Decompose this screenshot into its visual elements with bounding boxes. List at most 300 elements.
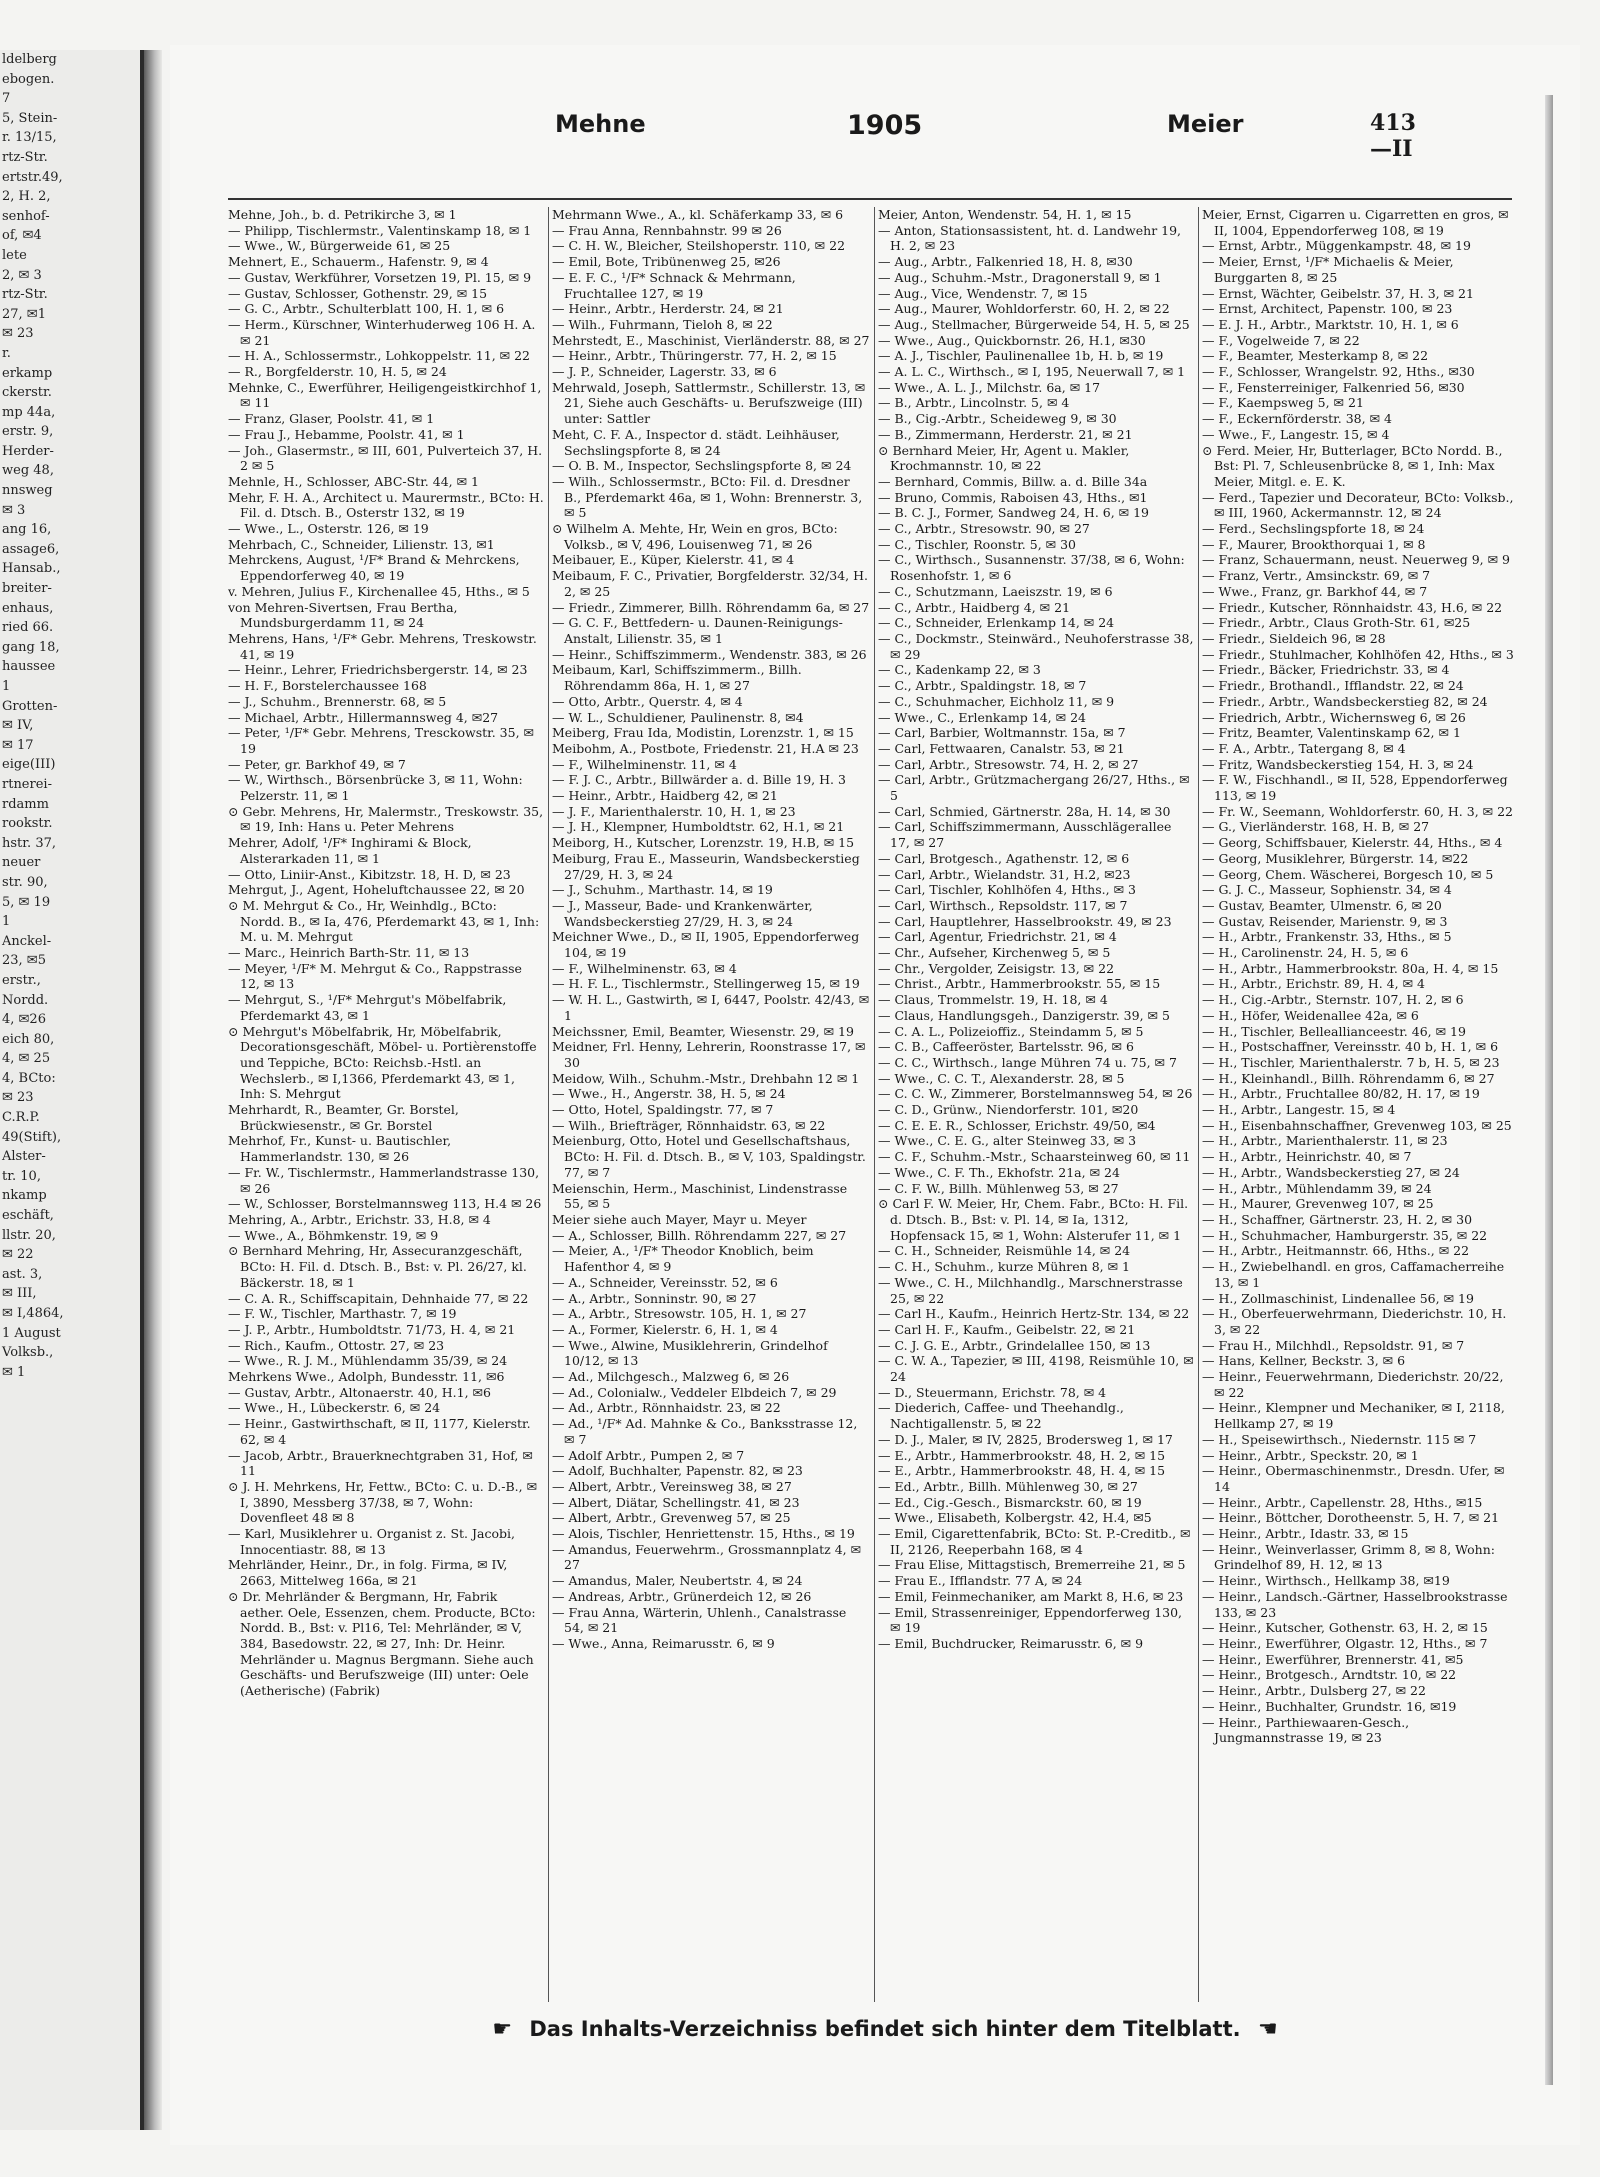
- directory-entry: — H., Tischler, Belleallianceestr. 46, ✉ 19: [1202, 1023, 1466, 1039]
- directory-entry: Mehrckens, August, ¹/F* Brand & Mehrckens, Eppendorferweg 40, ✉ 19: [228, 552, 520, 584]
- directory-entry: — A., Former, Kielerstr. 6, H. 1, ✉ 4: [552, 1321, 778, 1337]
- facing-page-line: rookstr.: [2, 816, 53, 832]
- facing-page-line: breiter-: [2, 581, 52, 597]
- directory-entry: — G. C., Arbtr., Schulterblatt 100, H. 1, ✉ 6: [228, 301, 505, 317]
- directory-entry: — J., Schuhm., Marthastr. 14, ✉ 19: [552, 882, 773, 898]
- directory-entry: — J. P., Schneider, Lagerstr. 33, ✉ 6: [552, 364, 777, 380]
- directory-entry: — A. L. C., Wirthsch., ✉ I, 195, Neuerwall 7, ✉ 1: [878, 364, 1186, 380]
- directory-entry: — Heinr., Ewerführer, Brennerstr. 41, ✉5: [1202, 1651, 1464, 1667]
- directory-entry: — B., Cig.-Arbtr., Scheideweg 9, ✉ 30: [878, 411, 1117, 427]
- facing-page-line: 1: [2, 679, 11, 694]
- directory-column-2: [552, 207, 870, 2002]
- facing-page-line: 7: [2, 91, 11, 107]
- directory-entry: — Rich., Kaufm., Ottostr. 27, ✉ 23: [228, 1337, 445, 1353]
- directory-entry: — B., Arbtr., Lincolnstr. 5, ✉ 4: [878, 395, 1070, 411]
- directory-entry: — Ernst, Wächter, Geibelstr. 37, H. 3, ✉ 21: [1202, 285, 1474, 301]
- directory-entry: Meienburg, Otto, Hotel und Gesellschaftshaus, BCto: H. Fil. d. Dtsch. B., ✉ V, 103, Spaldingstr. 77, ✉ 7: [552, 1133, 866, 1180]
- column-divider: [874, 207, 875, 2002]
- directory-entry: — H., Postschaffner, Vereinsstr. 40 b, H. 1, ✉ 6: [1202, 1039, 1499, 1055]
- directory-entry: — C. F., Schuhm.-Mstr., Schaarsteinweg 60, ✉ 11: [878, 1149, 1191, 1165]
- facing-page-line: ried 66.: [2, 620, 54, 636]
- directory-entry: — J. P., Arbtr., Humboldtstr. 71/73, H. 4, ✉ 21: [228, 1321, 516, 1337]
- directory-entry: — Albert, Diätar, Schellingstr. 41, ✉ 23: [552, 1494, 800, 1510]
- directory-entry: — H., Oberfeuerwehrmann, Diederichstr. 10, H. 3, ✉ 22: [1202, 1306, 1507, 1337]
- directory-entry: Mehrmann Wwe., A., kl. Schäferkamp 33, ✉ 6: [552, 207, 844, 222]
- directory-entry: — Wilh., Briefträger, Rönnhaidstr. 63, ✉ 22: [552, 1117, 826, 1133]
- directory-entry: — F., Eckernförderstr. 38, ✉ 4: [1202, 411, 1392, 427]
- directory-entry: — G. J. C., Masseur, Sophienstr. 34, ✉ 4: [1202, 882, 1452, 898]
- directory-entry: — Heinr., Wirthsch., Hellkamp 38, ✉19: [1202, 1573, 1450, 1589]
- directory-entry: Meibauer, E., Küper, Kielerstr. 41, ✉ 4: [552, 552, 795, 568]
- directory-entry: — C. H., Schuhm., kurze Mühren 8, ✉ 1: [878, 1259, 1131, 1275]
- directory-entry: — Heinr., Arbtr., Dulsberg 27, ✉ 22: [1202, 1683, 1426, 1699]
- directory-entry: — O. B. M., Inspector, Sechslingspforte 8, ✉ 24: [552, 458, 852, 474]
- directory-entry: ⊙ Gebr. Mehrens, Hr, Malermstr., Treskowstr. 35, ✉ 19, Inh: Hans u. Peter Mehrens: [228, 803, 544, 835]
- directory-entry: — Georg, Chem. Wäscherei, Borgesch 10, ✉ 5: [1202, 866, 1494, 882]
- directory-entry: — Marc., Heinrich Barth-Str. 11, ✉ 13: [228, 945, 470, 961]
- header-year: 1905: [847, 110, 923, 141]
- directory-entry: ⊙ Bernhard Meier, Hr, Agent u. Makler, Krochmannstr. 10, ✉ 22: [878, 442, 1130, 474]
- directory-entry: — Carl, Barbier, Woltmannstr. 15a, ✉ 7: [878, 725, 1126, 741]
- directory-entry: — D. J., Maler, ✉ IV, 2825, Brodersweg 1, ✉ 17: [878, 1431, 1173, 1447]
- directory-entry: — C., Wirthsch., Susannenstr. 37/38, ✉ 6, Wohn: Rosenhofstr. 1, ✉ 6: [878, 552, 1185, 584]
- directory-entry: — Georg, Musiklehrer, Bürgerstr. 14, ✉22: [1202, 850, 1469, 866]
- directory-entry: — C. C., Wirthsch., lange Mühren 74 u. 75, ✉ 7: [878, 1054, 1177, 1070]
- directory-entry: — C. A. L., Polizeioffiz., Steindamm 5, ✉ 5: [878, 1023, 1144, 1039]
- directory-entry: — Wwe., A. L. J., Milchstr. 6a, ✉ 17: [878, 379, 1101, 395]
- directory-entry: — J. H., Klempner, Humboldtstr. 62, H.1, ✉ 21: [552, 819, 845, 835]
- directory-entry: — Carl, Agentur, Friedrichstr. 21, ✉ 4: [878, 929, 1117, 945]
- directory-entry: — Franz, Glaser, Poolstr. 41, ✉ 1: [228, 411, 435, 427]
- directory-entry: — R., Borgfelderstr. 10, H. 5, ✉ 24: [228, 364, 447, 380]
- header-rule: [228, 198, 1512, 200]
- directory-entry: Mehrens, Hans, ¹/F* Gebr. Mehrens, Treskowstr. 41, ✉ 19: [228, 630, 537, 662]
- directory-entry: — C., Schneider, Erlenkamp 14, ✉ 24: [878, 615, 1115, 631]
- directory-entry: — Aug., Arbtr., Falkenried 18, H. 8, ✉30: [878, 254, 1133, 270]
- directory-entry: — Wwe., Alwine, Musiklehrerin, Grindelhof 10/12, ✉ 13: [552, 1337, 828, 1369]
- facing-page-line: nnsweg: [2, 483, 53, 499]
- directory-entry: — Heinr., Feuerwehrmann, Diederichstr. 20/22, ✉ 22: [1202, 1369, 1504, 1400]
- facing-page-line: Anckel-: [2, 933, 52, 949]
- directory-entry: — Heinr., Arbtr., Idastr. 33, ✉ 15: [1202, 1526, 1409, 1542]
- directory-entry: v. Mehren, Julius F., Kirchenallee 45, Hths., ✉ 5: [228, 583, 530, 599]
- directory-entry: — Heinr., Ewerführer, Olgastr. 12, Hths., ✉ 7: [1202, 1635, 1488, 1651]
- facing-page-line: ertstr.49,: [2, 169, 63, 185]
- directory-entry: — Heinr., Böttcher, Dorotheenstr. 5, H. 7, ✉ 21: [1202, 1510, 1500, 1526]
- directory-entry: — Albert, Arbtr., Vereinsweg 38, ✉ 27: [552, 1478, 792, 1494]
- directory-entry: — Heinr., Arbtr., Herderstr. 24, ✉ 21: [552, 301, 784, 317]
- facing-page-line: ✉ 17: [2, 737, 34, 753]
- facing-page-fragment: [0, 50, 144, 2130]
- directory-entry: — Heinr., Arbtr., Haidberg 42, ✉ 21: [552, 788, 778, 804]
- directory-entry: — Friedrich, Arbtr., Wichernsweg 6, ✉ 26: [1202, 709, 1466, 725]
- directory-entry: Meiburg, Frau E., Masseurin, Wandsbeckerstieg 27/29, H. 3, ✉ 24: [552, 850, 860, 882]
- directory-entry: — H., Arbtr., Wandsbeckerstieg 27, ✉ 24: [1202, 1164, 1460, 1180]
- directory-entry: — Herm., Kürschner, Winterhuderweg 106 H. A. ✉ 21: [228, 316, 536, 348]
- directory-entry: — Wilh., Fuhrmann, Tieloh 8, ✉ 22: [552, 316, 773, 332]
- facing-page-line: hstr. 37,: [2, 835, 56, 851]
- directory-entry: — F., Kaempsweg 5, ✉ 21: [1202, 395, 1364, 411]
- facing-page-line: erstr.,: [2, 972, 41, 988]
- directory-entry: — F. J. C., Arbtr., Billwärder a. d. Bille 19, H. 3: [552, 772, 846, 788]
- facing-page-line: Nordd.: [2, 992, 49, 1008]
- directory-entry: — A., Schlosser, Billh. Röhrendamm 227, ✉ 27: [552, 1227, 847, 1243]
- directory-entry: — H., Kleinhandl., Billh. Röhrendamm 6, ✉ 27: [1202, 1070, 1495, 1086]
- directory-entry: — Friedr., Brothandl., Ifflandstr. 22, ✉ 24: [1202, 678, 1464, 694]
- directory-entry: — C. H. W., Bleicher, Steilshoperstr. 110, ✉ 22: [552, 238, 846, 254]
- directory-entry: — H., Zwiebelhandl. en gros, Caffamacherreihe 13, ✉ 1: [1202, 1259, 1505, 1290]
- header-first-word: Mehne: [555, 110, 646, 138]
- directory-entry: — H., Schaffner, Gärtnerstr. 23, H. 2, ✉ 30: [1202, 1212, 1473, 1227]
- directory-entry: — Ernst, Arbtr., Müggenkampstr. 48, ✉ 19: [1202, 238, 1471, 254]
- running-header: [555, 110, 1416, 162]
- directory-entry: — Gustav, Reisender, Marienstr. 9, ✉ 3: [1202, 913, 1448, 929]
- facing-page-line: neuer: [2, 855, 41, 871]
- directory-entry: — Heinr., Klempner und Mechaniker, ✉ I, 2118, Hellkamp 27, ✉ 19: [1202, 1400, 1505, 1432]
- directory-entry: — W. L., Schuldiener, Paulinenstr. 8, ✉4: [552, 709, 804, 725]
- directory-entry: — Adolf Arbtr., Pumpen 2, ✉ 7: [552, 1447, 745, 1463]
- directory-entry: — F., Maurer, Brookthorquai 1, ✉ 8: [1202, 536, 1426, 552]
- directory-entry: — Wwe., H., Lübeckerstr. 6, ✉ 24: [228, 1400, 441, 1416]
- directory-entry: — Ed., Cig.-Gesch., Bismarckstr. 60, ✉ 19: [878, 1494, 1142, 1510]
- directory-entry: — H., Arbtr., Erichstr. 89, H. 4, ✉ 4: [1202, 976, 1425, 992]
- facing-page-line: of, ✉4: [2, 228, 42, 244]
- directory-entry: — Gustav, Arbtr., Altonaerstr. 40, H.1, ✉6: [228, 1384, 491, 1400]
- footer-text: Das Inhalts-Verzeichniss befindet sich hinter dem Titelblatt.: [529, 2017, 1241, 2041]
- facing-page-line: ckerstr.: [2, 385, 52, 401]
- directory-entry: — Emil, Feinmechaniker, am Markt 8, H.6, ✉ 23: [878, 1588, 1184, 1604]
- directory-entry: — Fr. W., Seemann, Wohldorferstr. 60, H. 3, ✉ 22: [1202, 803, 1514, 819]
- directory-entry: — H., Arbtr., Langestr. 15, ✉ 4: [1202, 1102, 1396, 1118]
- directory-entry: — C. E. E. R., Schlosser, Erichstr. 49/50, ✉4: [878, 1117, 1156, 1133]
- facing-page-line: rtnerei-: [2, 776, 52, 792]
- directory-entry: — Fr. W., Tischlermstr., Hammerlandstrasse 130, ✉ 26: [228, 1164, 540, 1196]
- directory-entry: — Claus, Trommelstr. 19, H. 18, ✉ 4: [878, 992, 1108, 1008]
- directory-entry: — H., Zollmaschinist, Lindenallee 56, ✉ 19: [1202, 1290, 1474, 1306]
- directory-entry: Meichssner, Emil, Beamter, Wiesenstr. 29, ✉ 19: [552, 1023, 854, 1039]
- directory-entry: Meibaum, Karl, Schiffszimmerm., Billh. Röhrendamm 86a, H. 1, ✉ 27: [552, 662, 802, 694]
- facing-page-line: 4, BCto:: [2, 1070, 56, 1086]
- directory-entry: — Heinr., Lehrer, Friedrichsbergerstr. 14, ✉ 23: [228, 662, 528, 678]
- directory-entry: — Franz, Vertr., Amsinckstr. 69, ✉ 7: [1202, 568, 1431, 584]
- directory-entry: Meht, C. F. A., Inspector d. städt. Leihhäuser, Sechslingspforte 8, ✉ 24: [552, 426, 840, 458]
- directory-entry: — Gustav, Schlosser, Gothenstr. 29, ✉ 15: [228, 285, 488, 301]
- directory-entry: — F. A., Arbtr., Tatergang 8, ✉ 4: [1202, 740, 1406, 756]
- directory-entry: — C. W. A., Tapezier, ✉ III, 4198, Reismühle 10, ✉ 24: [878, 1353, 1194, 1385]
- facing-page-line: Alster-: [2, 1149, 46, 1165]
- directory-entry: — Heinr., Arbtr., Thüringerstr. 77, H. 2, ✉ 15: [552, 348, 837, 364]
- facing-page-line: 4, ✉26: [2, 1012, 46, 1028]
- directory-entry: — Wwe., Elisabeth, Kolbergstr. 42, H.4, ✉5: [878, 1510, 1152, 1526]
- directory-entry: — W., Schlosser, Borstelmannsweg 113, H.4 ✉ 26: [228, 1196, 542, 1212]
- directory-entry: — Frau E., Ifflandstr. 77 A, ✉ 24: [878, 1573, 1083, 1589]
- directory-entry: — C., Kadenkamp 22, ✉ 3: [878, 662, 1041, 678]
- directory-entry: — Heinr., Buchhalter, Grundstr. 16, ✉19: [1202, 1698, 1457, 1714]
- directory-entry: ⊙ Dr. Mehrländer & Bergmann, Hr, Fabrik aether. Oele, Essenzen, chem. Producte, BCto: Nordd. B., Bst: v. Pl16, Tel: Mehrländer, ✉ V, 384, Basedowstr. 22, ✉ 27, Inh: Dr. Heinr. Mehrländer u. Magnus Bergmann. Siehe auch Geschäfts- und Berufszweige (III) unter: Oele (Aetherische) (Fabrik): [228, 1588, 536, 1699]
- directory-entry: — Wwe., C., Erlenkamp 14, ✉ 24: [878, 709, 1086, 725]
- directory-entry: — Heinr., Obermaschinenmstr., Dresdn. Ufer, ✉ 14: [1202, 1463, 1505, 1494]
- directory-entry: — Frau J., Hebamme, Poolstr. 41, ✉ 1: [228, 426, 465, 442]
- directory-entry: — C. H., Schneider, Reismühle 14, ✉ 24: [878, 1243, 1131, 1259]
- directory-entry: — Wwe., A., Böhmkenstr. 19, ✉ 9: [228, 1227, 439, 1243]
- directory-entry: — Albert, Arbtr., Grevenweg 57, ✉ 25: [552, 1510, 791, 1526]
- directory-entry: — Ad., Colonialw., Veddeler Elbdeich 7, ✉ 29: [552, 1384, 837, 1400]
- directory-entry: Meier, Anton, Wendenstr. 54, H. 1, ✉ 15: [878, 207, 1132, 222]
- directory-entry: — G., Vierländerstr. 168, H. B, ✉ 27: [1202, 819, 1430, 835]
- pointing-hand-left-icon: ☚: [1257, 2017, 1278, 2042]
- directory-entry: — H., Maurer, Grevenweg 107, ✉ 25: [1202, 1196, 1434, 1212]
- directory-entry: — C., Arbtr., Haidberg 4, ✉ 21: [878, 599, 1071, 615]
- directory-entry: — H. A., Schlossermstr., Lohkoppelstr. 11, ✉ 22: [228, 348, 530, 364]
- directory-entry: — Aug., Stellmacher, Bürgerweide 54, H. 5, ✉ 25: [878, 316, 1190, 332]
- pointing-hand-right-icon: ☛: [492, 2017, 513, 2042]
- directory-entry: — C. C. W., Zimmerer, Borstelmannsweg 54, ✉ 26: [878, 1086, 1193, 1102]
- facing-page-line: rdamm: [2, 796, 49, 812]
- facing-page-line: ang 16,: [2, 522, 52, 538]
- directory-entry: — Ad., ¹/F* Ad. Mahnke & Co., Banksstrasse 12, ✉ 7: [552, 1416, 858, 1447]
- facing-page-line: haussee: [2, 659, 56, 675]
- directory-entry: — E., Arbtr., Hammerbrookstr. 48, H. 2, ✉ 15: [878, 1447, 1166, 1463]
- facing-page-line: ldelberg: [2, 52, 57, 67]
- directory-entry: ⊙ M. Mehrgut & Co., Hr, Weinhdlg., BCto: Nordd. B., ✉ Ia, 476, Pferdemarkt 43, ✉ 1, Inh: M. u. M. Mehrgut: [228, 897, 540, 945]
- directory-entry: Mehr, F. H. A., Architect u. Maurermstr., BCto: H. Fil. d. Dtsch. B., Osterstr 132, ✉ 19: [228, 489, 544, 521]
- facing-page-line: llstr. 20,: [2, 1227, 56, 1243]
- directory-entry: — C. B., Caffeeröster, Bartelsstr. 96, ✉ 6: [878, 1039, 1134, 1055]
- facing-page-line: weg 48,: [2, 463, 54, 479]
- directory-entry: Mehrgut, J., Agent, Hoheluftchaussee 22, ✉ 20: [228, 882, 525, 898]
- directory-entry: — Ad., Arbtr., Rönnhaidstr. 23, ✉ 22: [552, 1400, 781, 1416]
- facing-page-line: erstr. 9,: [2, 424, 54, 440]
- directory-entry: — F., Vogelweide 7, ✉ 22: [1202, 332, 1360, 348]
- directory-entry: — Emil, Cigarettenfabrik, BCto: St. P.-Creditb., ✉ II, 2126, Reeperbahn 168, ✉ 4: [878, 1526, 1191, 1557]
- facing-page-line: 49(Stift),: [2, 1129, 62, 1145]
- directory-entry: — Wwe., C. E. G., alter Steinweg 33, ✉ 3: [878, 1133, 1137, 1149]
- facing-page-line: 1 August: [2, 1325, 61, 1341]
- directory-entry: — H. F. L., Tischlermstr., Stellingerweg 15, ✉ 19: [552, 976, 860, 992]
- directory-entry: — Michael, Arbtr., Hillermannsweg 4, ✉27: [228, 709, 499, 725]
- directory-entry: — Wwe., F., Langestr. 15, ✉ 4: [1202, 426, 1390, 442]
- directory-entry: — Carl, Hauptlehrer, Hasselbrookstr. 49, ✉ 23: [878, 913, 1172, 929]
- directory-entry: Mehrhof, Fr., Kunst- u. Bautischler, Hammerlandstr. 130, ✉ 26: [228, 1133, 452, 1165]
- directory-entry: — Wilh., Schlossermstr., BCto: Fil. d. Dresdner B., Pferdemarkt 46a, ✉ 1, Wohn: Brennerstr. 3, ✉ 5: [552, 473, 863, 521]
- directory-entry: — Ferd., Sechslingspforte 18, ✉ 24: [1202, 521, 1425, 537]
- directory-entry: — H., Cig.-Arbtr., Sternstr. 107, H. 2, ✉ 6: [1202, 992, 1464, 1008]
- directory-entry: — Otto, Hotel, Spaldingstr. 77, ✉ 7: [552, 1102, 774, 1118]
- directory-column-3: [878, 207, 1194, 2002]
- directory-entry: — Gustav, Werkführer, Vorsetzen 19, Pl. 15, ✉ 9: [228, 269, 532, 285]
- facing-page-line: eschäft,: [2, 1208, 54, 1224]
- directory-entry: — Anton, Stationsassistent, ht. d. Landwehr 19, H. 2, ✉ 23: [878, 222, 1182, 254]
- facing-page-line: rtz-Str.: [2, 287, 48, 303]
- directory-entry: — Friedr., Stuhlmacher, Kohlhöfen 42, Hths., ✉ 3: [1202, 646, 1514, 662]
- directory-entry: — Otto, Arbtr., Querstr. 4, ✉ 4: [552, 693, 743, 709]
- directory-entry: — Emil, Buchdrucker, Reimarusstr. 6, ✉ 9: [878, 1635, 1144, 1651]
- directory-entry: — Chr., Vergolder, Zeisigstr. 13, ✉ 22: [878, 960, 1115, 976]
- page-edge: [1545, 95, 1553, 2085]
- directory-entry: — F., Beamter, Mesterkamp 8, ✉ 22: [1202, 348, 1429, 364]
- directory-entry: — Claus, Handlungsgeh., Danzigerstr. 39, ✉ 5: [878, 1007, 1170, 1023]
- directory-entry: Mehne, Joh., b. d. Petrikirche 3, ✉ 1: [228, 207, 457, 222]
- directory-entry: — C., Arbtr., Spaldingstr. 18, ✉ 7: [878, 678, 1087, 694]
- directory-entry: — Karl, Musiklehrer u. Organist z. St. Jacobi, Innocentiastr. 88, ✉ 13: [228, 1526, 515, 1557]
- directory-entry: — Alois, Tischler, Henriettenstr. 15, Hths., ✉ 19: [552, 1526, 855, 1542]
- directory-entry: — B. C. J., Former, Sandweg 24, H. 6, ✉ 19: [878, 505, 1150, 521]
- column-divider: [1198, 207, 1199, 2002]
- directory-entry: Mehnle, H., Schlosser, ABC-Str. 44, ✉ 1: [228, 473, 479, 489]
- facing-page-line: r. 13/15,: [2, 130, 57, 146]
- facing-page-line: ebogen.: [2, 71, 55, 87]
- directory-entry: — Aug., Vice, Wendenstr. 7, ✉ 15: [878, 285, 1088, 301]
- directory-entry: — H., Arbtr., Marienthalerstr. 11, ✉ 23: [1202, 1133, 1448, 1149]
- directory-entry: — Heinr., Kutscher, Gothenstr. 63, H. 2, ✉ 15: [1202, 1620, 1488, 1636]
- directory-entry: — Amandus, Feuerwehrm., Grossmannplatz 4, ✉ 27: [552, 1541, 862, 1573]
- directory-entry: — Chr., Aufseher, Kirchenweg 5, ✉ 5: [878, 945, 1111, 961]
- directory-entry: — Amandus, Maler, Neubertstr. 4, ✉ 24: [552, 1573, 803, 1589]
- directory-entry: — H., Höfer, Weidenallee 42a, ✉ 6: [1202, 1007, 1419, 1023]
- directory-entry: ⊙ J. H. Mehrkens, Hr, Fettw., BCto: C. u. D.-B., ✉ I, 3890, Messberg 37/38, ✉ 7, Wohn: Dovenfleet 48 ✉ 8: [228, 1478, 538, 1526]
- directory-entry: Mehrer, Adolf, ¹/F* Inghirami & Block, Alsterarkaden 11, ✉ 1: [228, 835, 472, 866]
- directory-entry: — W., Wirthsch., Börsenbrücke 3, ✉ 11, Wohn: Pelzerstr. 11, ✉ 1: [228, 772, 523, 804]
- directory-entry: — Wwe., Anna, Reimarusstr. 6, ✉ 9: [552, 1635, 775, 1651]
- facing-page-line: ✉ IV,: [2, 718, 34, 734]
- facing-page-line: senhof-: [2, 208, 50, 224]
- directory-entry: — Wwe., Aug., Quickbornstr. 26, H.1, ✉30: [878, 332, 1146, 348]
- directory-entry: Mehnert, E., Schauerm., Hafenstr. 9, ✉ 4: [228, 254, 489, 270]
- directory-entry: — Bruno, Commis, Raboisen 43, Hths., ✉1: [878, 489, 1148, 505]
- directory-entry: — Bernhard, Commis, Billw. a. d. Bille 34a: [878, 473, 1148, 489]
- directory-entry: — Gustav, Beamter, Ulmenstr. 6, ✉ 20: [1202, 897, 1442, 913]
- book-gutter: [144, 50, 162, 2130]
- directory-entry: — C. J. G. E., Arbtr., Grindelallee 150, ✉ 13: [878, 1337, 1151, 1353]
- directory-column-1: [228, 207, 544, 2002]
- directory-entry: — H., Arbtr., Fruchtallee 80/82, H. 17, ✉ 19: [1202, 1086, 1480, 1102]
- directory-entry: — Peter, ¹/F* Gebr. Mehrens, Tresckowstr. 35, ✉ 19: [228, 725, 535, 756]
- directory-entry: — Wwe., H., Angerstr. 38, H. 5, ✉ 24: [552, 1086, 786, 1102]
- directory-entry: — Emil, Bote, Tribünenweg 25, ✉26: [552, 254, 781, 270]
- facing-page-line: erkamp: [2, 365, 53, 381]
- directory-entry: — Diederich, Caffee- und Theehandlg., Nachtigallenstr. 5, ✉ 22: [878, 1400, 1124, 1432]
- directory-entry: — Friedr., Sieldeich 96, ✉ 28: [1202, 630, 1386, 646]
- directory-entry: — Carl, Tischler, Kohlhöfen 4, Hths., ✉ 3: [878, 882, 1136, 898]
- directory-entry: — Wwe., C. F. Th., Ekhofstr. 21a, ✉ 24: [878, 1164, 1120, 1180]
- directory-entry: — H., Carolinenstr. 24, H. 5, ✉ 6: [1202, 945, 1409, 961]
- facing-page-line: ✉ III,: [2, 1286, 37, 1302]
- directory-entry: — Fritz, Wandsbeckerstieg 154, H. 3, ✉ 24: [1202, 756, 1474, 772]
- facing-page-line: gang 18,: [2, 639, 60, 655]
- directory-entry: — J., Masseur, Bade- und Krankenwärter, Wandsbeckerstieg 27/29, H. 3, ✉ 24: [552, 897, 813, 929]
- directory-entry: — Heinr., Schiffszimmerm., Wendenstr. 383, ✉ 26: [552, 646, 867, 662]
- directory-entry: — Andreas, Arbtr., Grünerdeich 12, ✉ 26: [552, 1588, 812, 1604]
- directory-entry: — Frau Elise, Mittagstisch, Bremerreihe 21, ✉ 5: [878, 1557, 1186, 1573]
- facing-page-line: Hansab.,: [2, 561, 61, 577]
- directory-entry: — Wwe., W., Bürgerweide 61, ✉ 25: [228, 238, 451, 254]
- directory-entry: Meichner Wwe., D., ✉ II, 1905, Eppendorferweg 104, ✉ 19: [552, 929, 860, 961]
- directory-entry: — A., Arbtr., Sonninstr. 90, ✉ 27: [552, 1290, 757, 1306]
- directory-entry: Mehnke, C., Ewerführer, Heiligengeistkirchhof 1, ✉ 11: [228, 379, 542, 411]
- directory-entry: Meiberg, Frau Ida, Modistin, Lorenzstr. 1, ✉ 15: [552, 725, 854, 741]
- directory-entry: — Frau Anna, Rennbahnstr. 99 ✉ 26: [552, 222, 782, 238]
- facing-page-line: ✉ 3: [2, 502, 26, 518]
- directory-entry: — Meier, A., ¹/F* Theodor Knoblich, beim Hafenthor 4, ✉ 9: [552, 1243, 814, 1275]
- directory-entry: — Wwe., R. J. M., Mühlendamm 35/39, ✉ 24: [228, 1353, 508, 1369]
- directory-entry: — A., Arbtr., Stresowstr. 105, H. 1, ✉ 27: [552, 1306, 807, 1322]
- directory-entry: — Carl, Schmied, Gärtnerstr. 28a, H. 14, ✉ 30: [878, 803, 1171, 819]
- directory-entry: — H., Eisenbahnschaffner, Grevenweg 103, ✉ 25: [1202, 1117, 1512, 1133]
- directory-entry: — Carl H. F., Kaufm., Geibelstr. 22, ✉ 21: [878, 1321, 1136, 1337]
- directory-entry: — C. D., Grünw., Niendorferstr. 101, ✉20: [878, 1102, 1139, 1118]
- directory-entry: Meier, Ernst, Cigarren u. Cigarretten en gros, ✉ II, 1004, Eppendorferweg 108, ✉ 19: [1202, 207, 1509, 238]
- facing-page-line: ✉ I,4864,: [2, 1306, 64, 1321]
- directory-entry: — Carl, Fettwaaren, Canalstr. 53, ✉ 21: [878, 740, 1125, 756]
- facing-page-line: ast. 3,: [2, 1266, 43, 1282]
- facing-page-line: 4, ✉ 25: [2, 1051, 51, 1067]
- facing-page-line: tr. 10,: [2, 1168, 41, 1184]
- directory-entry: — Ed., Arbtr., Billh. Mühlenweg 30, ✉ 27: [878, 1478, 1138, 1494]
- directory-entry: — Philipp, Tischlermstr., Valentinskamp 18, ✉ 1: [228, 222, 532, 238]
- directory-entry: — H., Schuhmacher, Hamburgerstr. 35, ✉ 22: [1202, 1227, 1488, 1243]
- facing-page-line: lete: [2, 247, 27, 263]
- directory-entry: — Joh., Glasermstr., ✉ III, 601, Pulverteich 37, H. 2 ✉ 5: [228, 442, 543, 474]
- directory-entry: — Ad., Milchgesch., Malzweg 6, ✉ 26: [552, 1369, 790, 1385]
- directory-entry: — J. F., Marienthalerstr. 10, H. 1, ✉ 23: [552, 803, 796, 819]
- facing-page-line: Volksb.,: [2, 1345, 54, 1361]
- facing-page-line: Grotten-: [2, 698, 58, 714]
- facing-page-line: ✉ 1: [2, 1364, 26, 1380]
- directory-entry: — Fritz, Beamter, Valentinskamp 62, ✉ 1: [1202, 725, 1461, 741]
- directory-entry: — Christ., Arbtr., Hammerbrookstr. 55, ✉ 15: [878, 976, 1161, 992]
- directory-entry: — Carl, Arbtr., Grützmachergang 26/27, Hths., ✉ 5: [878, 772, 1190, 804]
- directory-entry: Mehrkens Wwe., Adolph, Bundesstr. 11, ✉6: [228, 1369, 505, 1385]
- directory-entry: — B., Zimmermann, Herderstr. 21, ✉ 21: [878, 426, 1133, 442]
- directory-entry: — C. A. R., Schiffscapitain, Dehnhaide 77, ✉ 22: [228, 1290, 529, 1306]
- directory-entry: — C. F. W., Billh. Mühlenweg 53, ✉ 27: [878, 1180, 1119, 1196]
- directory-entry: — Heinr., Gastwirthschaft, ✉ II, 1177, Kielerstr. 62, ✉ 4: [228, 1416, 531, 1447]
- facing-page-line: 2, ✉ 3: [2, 267, 42, 283]
- facing-page-line: rtz-Str.: [2, 149, 48, 165]
- directory-entry: — Heinr., Arbtr., Speckstr. 20, ✉ 1: [1202, 1447, 1419, 1463]
- page-number: 413—II: [1370, 110, 1416, 162]
- directory-entry: — F., Fensterreiniger, Falkenried 56, ✉30: [1202, 379, 1465, 395]
- directory-entry: — H. F., Borstelerchaussee 168: [228, 678, 427, 694]
- directory-entry: — C., Schuhmacher, Eichholz 11, ✉ 9: [878, 693, 1115, 709]
- facing-page-line: Herder-: [2, 443, 54, 459]
- facing-page-line: eige(III): [2, 757, 56, 773]
- facing-page-line: enhaus,: [2, 600, 54, 616]
- directory-entry: ⊙ Ferd. Meier, Hr, Butterlager, BCto Nordd. B., Bst: Pl. 7, Schleusenbrücke 8, ✉ 1, Inh: Max Meier, Mitgl. e. E. K.: [1202, 442, 1503, 489]
- directory-entry: — C., Dockmstr., Steinwärd., Neuhoferstrasse 38, ✉ 29: [878, 630, 1194, 662]
- directory-entry: Meiborg, H., Kutscher, Lorenzstr. 19, H.B, ✉ 15: [552, 835, 855, 851]
- directory-entry: — Wwe., C. C. T., Alexanderstr. 28, ✉ 5: [878, 1070, 1125, 1086]
- directory-entry: — Otto, Liniir-Anst., Kibitzstr. 18, H. D, ✉ 23: [228, 866, 511, 882]
- directory-entry: — J., Schuhm., Brennerstr. 68, ✉ 5: [228, 693, 447, 709]
- directory-entry: — H., Arbtr., Heitmannstr. 66, Hths., ✉ 22: [1202, 1243, 1470, 1259]
- directory-entry: — F., Wilhelminenstr. 63, ✉ 4: [552, 960, 737, 976]
- directory-entry: — F., Wilhelminenstr. 11, ✉ 4: [552, 756, 737, 772]
- facing-page-line: 1: [2, 914, 11, 930]
- directory-entry: — Carl, Wirthsch., Repsoldstr. 117, ✉ 7: [878, 897, 1128, 913]
- directory-entry: — C., Schutzmann, Laeiszstr. 19, ✉ 6: [878, 583, 1113, 599]
- directory-entry: Meidner, Frl. Henny, Lehrerin, Roonstrasse 17, ✉ 30: [552, 1039, 866, 1070]
- column-divider: [548, 207, 549, 2002]
- directory-entry: — F. W., Tischler, Marthastr. 7, ✉ 19: [228, 1306, 457, 1322]
- directory-entry: — H., Speisewirthsch., Niedernstr. 115 ✉ 7: [1202, 1431, 1477, 1447]
- directory-entry: — H., Arbtr., Hammerbrookstr. 80a, H. 4, ✉ 15: [1202, 960, 1499, 976]
- directory-entry: Mehrhardt, R., Beamter, Gr. Borstel, Brückwiesenstr., ✉ Gr. Borstel: [228, 1102, 459, 1133]
- directory-entry: — E. F. C., ¹/F* Schnack & Mehrmann, Fruchtallee 127, ✉ 19: [552, 269, 796, 301]
- directory-entry: von Mehren-Sivertsen, Frau Bertha, Mundsburgerdamm 11, ✉ 24: [228, 599, 458, 631]
- facing-page-line: eich 80,: [2, 1031, 55, 1047]
- directory-entry: — E. J. H., Arbtr., Marktstr. 10, H. 1, ✉ 6: [1202, 316, 1459, 332]
